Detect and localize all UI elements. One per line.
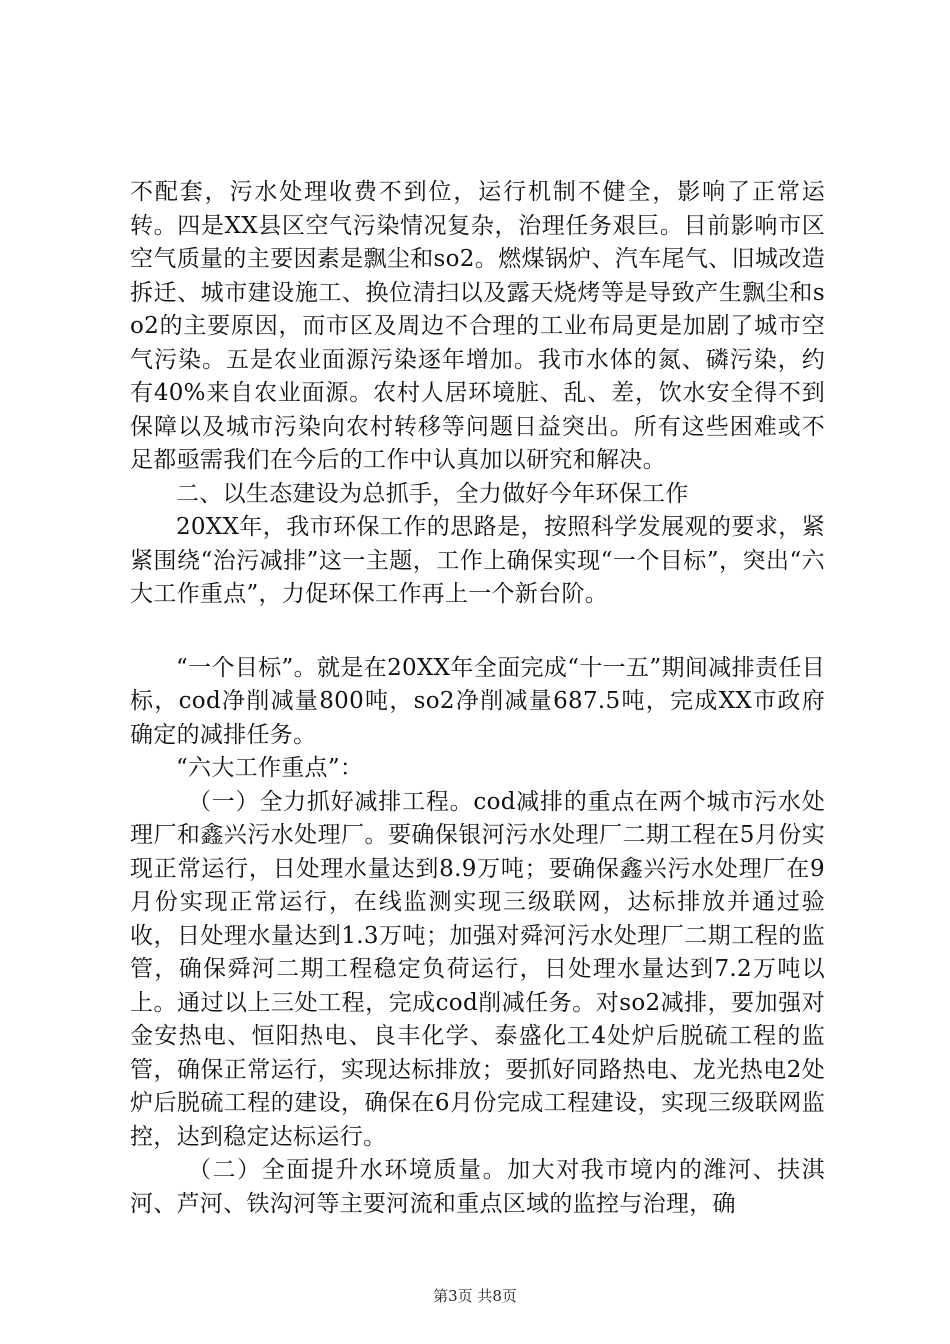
- paragraph-six-priorities-heading: “六大工作重点”：: [176, 755, 364, 781]
- paragraph-work-approach: 20XX年，我市环保工作的思路是，按照科学发展观的要求，紧紧围绕“治污减排”这一主题，工作上确保实现“一个目标”，突出“六大工作重点”，力促环保工作再上一个新台阶。: [130, 514, 825, 607]
- page-footer: 第3页 共8页: [433, 1287, 517, 1305]
- paragraph-priority-two: （二）全面提升水环境质量。加大对我市境内的潍河、扶淇河、芦河、铁沟河等主要河流和重点区域的监控与治理，确: [130, 1157, 825, 1217]
- paragraph-one-goal: “一个目标”。就是在20XX年全面完成“十一五”期间减排责任目标，cod净削减量800吨，so2净削减量687.5吨，完成XX市政府确定的减排任务。: [130, 654, 825, 748]
- paragraph-priority-one: （一）全力抓好减排工程。cod减排的重点在两个城市污水处理厂和鑫兴污水处理厂。要确保银河污水处理厂二期工程在5月份实现正常运行，日处理水量达到8.9万吨；要确保鑫兴污水处理厂在9月份实现正常运行，在线监测实现三级联网，达标排放并通过验收，日处理水量达到1.3万吨；加强对舜河污水处理厂二期工程的监管，确保舜河二期工程稳定负荷运行，日处理水量达到7.2万吨以上。通过以上三处工程，完成cod削减任务。对so2减排，要加强对金安热电、恒阳热电、良丰化学、泰盛化工4处炉后脱硫工程的监管，确保正常运行，实现达标排放；要抓好同路热电、龙光热电2处炉后脱硫工程的建设，确保在6月份完成工程建设，实现三级联网监控，达到稳定达标运行。: [130, 788, 825, 1150]
- document-body: [130, 176, 825, 1221]
- paragraph-problems-continued: 不配套，污水处理收费不到位，运行机制不健全，影响了正常运转。四是XX县区空气污染情况复杂，治理任务艰巨。目前影响市区空气质量的主要因素是飘尘和so2。燃煤锅炉、汽车尾气、旧城改造拆迁、城市建设施工、换位清扫以及露天烧烤等是导致产生飘尘和so2的主要原因，而市区及周边不合理的工业布局更是加剧了城市空气污染。五是农业面源污染逐年增加。我市水体的氮、磷污染，约有40%来自农业面源。农村人居环境脏、乱、差，饮水安全得不到保障以及城市污染向农村转移等问题日益突出。所有这些困难或不足都亟需我们在今后的工作中认真加以研究和解决。: [130, 179, 825, 473]
- section-heading-two: 二、以生态建设为总抓手，全力做好今年环保工作: [176, 480, 689, 507]
